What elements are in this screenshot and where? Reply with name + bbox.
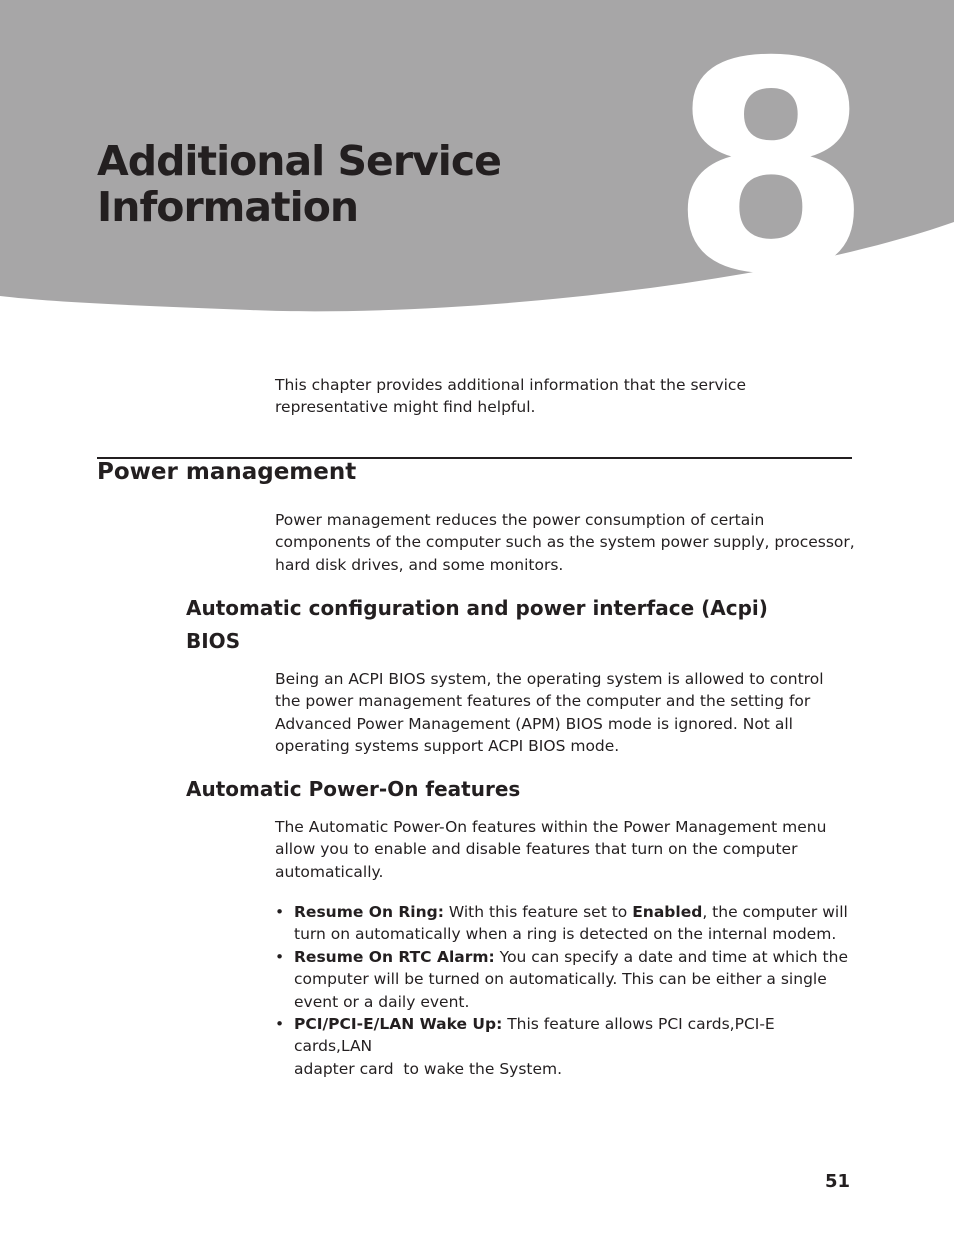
acpi-line-4: operating systems support ACPI BIOS mode. xyxy=(275,737,620,756)
power-on-feature-list xyxy=(275,901,855,1080)
bullet-icon: • xyxy=(275,903,285,921)
acpi-paragraph xyxy=(275,668,855,758)
power-line-3: hard disk drives, and some monitors. xyxy=(275,555,564,574)
page-number: 51 xyxy=(824,1171,850,1192)
power-line-2: components of the computer such as the system power supply, processor, xyxy=(275,533,855,552)
pci-line-2: adapter card to wake the System. xyxy=(294,1059,563,1078)
rtc-text-1: You can specify a date and time at which the xyxy=(494,947,848,966)
list-item-pci-lan-wake-up xyxy=(275,1013,855,1080)
acpi-line-3: Advanced Power Management (APM) BIOS mode is ignored. Not all xyxy=(275,714,793,733)
autopower-line-1: The Automatic Power-On features within the Power Management menu xyxy=(275,818,827,836)
intro-text xyxy=(275,374,855,419)
intro-line-1: This chapter provides additional information that the service xyxy=(275,376,746,394)
power-management-paragraph xyxy=(275,509,855,576)
acpi-text xyxy=(275,668,855,758)
autopower-line-3: automatically. xyxy=(275,862,384,881)
chapter-title-line-2: Information xyxy=(97,183,359,231)
rtc-line-2: computer will be turned on automatically. This can be either a single xyxy=(294,970,827,989)
power-management-text xyxy=(275,509,855,576)
resume-on-ring-label: Resume On Ring: xyxy=(294,903,444,921)
enabled-emphasis: Enabled xyxy=(632,903,703,921)
bullet-icon: • xyxy=(275,947,285,966)
acpi-heading xyxy=(186,592,846,658)
acpi-line-1: Being an ACPI BIOS system, the operating system is allowed to control xyxy=(275,670,824,688)
ring-text-1: With this feature set to xyxy=(443,903,633,921)
power-management-heading: Power management xyxy=(97,459,357,485)
auto-power-on-paragraph xyxy=(275,816,855,883)
chapter-title xyxy=(97,138,501,230)
auto-power-on-text xyxy=(275,816,855,883)
power-line-1: Power management reduces the power consumption of certain xyxy=(275,511,765,529)
list-item-resume-on-rtc-alarm xyxy=(275,946,855,1013)
resume-on-rtc-alarm-label: Resume On RTC Alarm: xyxy=(294,947,495,966)
list-item-resume-on-ring xyxy=(275,901,855,946)
ring-line-2: turn on automatically when a ring is detected on the internal modem. xyxy=(294,925,837,944)
intro-line-2: representative might find helpful. xyxy=(275,398,536,417)
acpi-heading-line-2: BIOS xyxy=(186,629,241,653)
chapter-number: 8 xyxy=(670,1,872,338)
pci-text-1: This feature allows PCI cards,PCI-E cards,LAN xyxy=(294,1015,775,1056)
autopower-line-2: allow you to enable and disable features that turn on the computer xyxy=(275,840,798,859)
chapter-title-line-1: Additional Service xyxy=(97,137,501,185)
auto-power-on-heading: Automatic Power-On features xyxy=(186,777,521,801)
pci-wake-up-label: PCI/PCI-E/LAN Wake Up: xyxy=(294,1015,503,1034)
acpi-line-2: the power management features of the computer and the setting for xyxy=(275,692,811,711)
intro-paragraph xyxy=(275,374,855,419)
acpi-heading-line-1: Automatic configuration and power interface (Acpi) xyxy=(186,596,768,620)
bullet-icon: • xyxy=(275,1015,285,1034)
rtc-line-3: event or a daily event. xyxy=(294,992,470,1011)
ring-text-2: , the computer will xyxy=(702,903,848,921)
